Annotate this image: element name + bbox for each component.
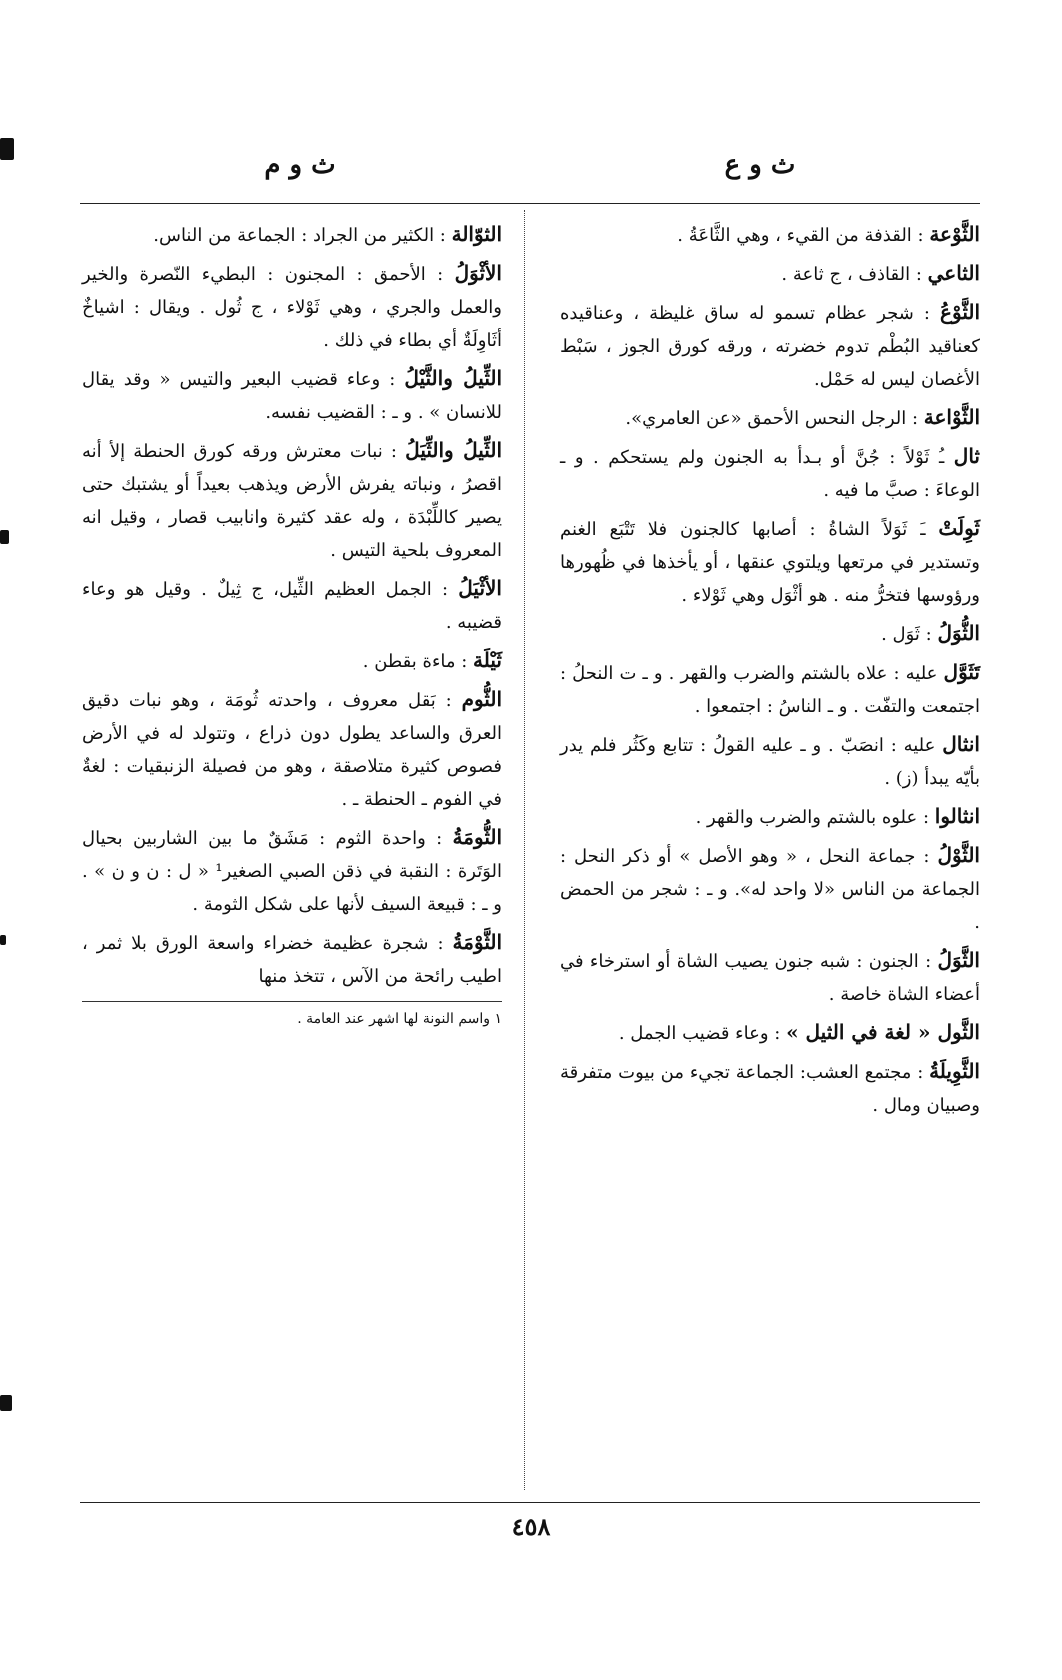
scan-edge-mark: [0, 530, 9, 544]
entry-definition: : الأحمق : المجنون : البطيء النّصرة والخير والعمل والجري ، وهي ثَوْلاء ، ج ثُول . ويقال : اشياخٌ أثَاوِلَةٌ أي بطاء في ذلك .: [82, 264, 502, 351]
entry-term: الثَّوْعة: [929, 222, 980, 246]
entry-definition: : ماءة بقطن .: [362, 651, 474, 672]
header-rule: [80, 203, 980, 204]
entry-definition: : الكثير من الجراد : الجماعة من الناس.: [153, 225, 452, 246]
entry-term: الثَّوِيلَةُ: [929, 1059, 980, 1083]
entry-definition: : الجنون : شبه جنون يصيب الشاة أو استرخاء في أعضاء الشاة خاصة .: [560, 951, 980, 1005]
entry-term: الأثْوَلُ: [454, 261, 502, 285]
dictionary-entry: [82, 434, 502, 567]
entry-definition: : شجرة عظيمة خضراء واسعة الورق بلا ثمر ، اطيب رائحة من الآس ، تتخذ منها: [82, 933, 502, 987]
dictionary-entry: [82, 683, 502, 816]
entry-definition: : وعاء قضيب الجمل .: [618, 1023, 787, 1044]
column-divider: [524, 210, 525, 1490]
left-headword: ث و م: [264, 150, 336, 180]
dictionary-entry: [82, 821, 502, 921]
dictionary-entry: [82, 362, 502, 429]
entry-term: الثَّول « لغة في الثيل »: [786, 1020, 980, 1044]
entry-definition: : الرجل النحس الأحمق «عن العامري».: [625, 408, 924, 429]
right-headword: ث و ع: [724, 150, 796, 180]
dictionary-entry: [560, 800, 980, 834]
dictionary-entry: [560, 401, 980, 435]
entry-definition: : نبات معترش ورقه كورق الحنطة إلأ أنه اقصرُ ، ونباته يفرش الأرض ويذهب بعيداً أو يشتبك حتى يصير كاللِّبْدَة ، وله عقد كثيرة وانابيب قصار ، وقيل انه المعروف بلحية التيس .: [82, 441, 502, 561]
entry-definition: عليه : علاه بالشتم والضرب والقهر . و ـ ت النحلُ : اجتمعت والتفّت . و ـ الناسُ : اجتمعوا .: [560, 663, 980, 717]
entry-term: الأثْيَلُ: [458, 576, 502, 600]
entry-definition: : القذفة من القيء ، وهي الثَّاعَةُ .: [677, 225, 930, 246]
entry-term: الثَّوَلُ: [937, 948, 980, 972]
entry-term: الثُّوم: [461, 687, 502, 711]
dictionary-entry: [82, 644, 502, 678]
entry-definition: ـَ ثَوَلاً الشاةُ : أصابها كالجنون فلا تَتْبَع الغنم وتستدير في مرتعها ويلتوي عنقها ، أو يأخذها في ظُهورها ورؤوسها فتخرُّ منه . هو أثْوَل وهي ثَوْلاء .: [560, 519, 980, 606]
entry-definition: ـُ ثَوْلاً : جُنَّ أو بـدأ به الجنون ولم يستحكم . و ـ الوعاءَ : صبَّ ما فيه .: [560, 447, 980, 501]
entry-definition: : شجر عظام تسمو له ساق غليظة ، وعناقيده كعناقيد البُطْم تدوم خضرته ، ورقه كورق الجوز ، سَبْط الأغصان ليس له حَمْل.: [560, 303, 980, 390]
entry-definition: : علوه بالشتم والضرب والقهر .: [695, 807, 935, 828]
scan-edge-mark: [0, 138, 14, 160]
entry-definition: : الجمل العظيم الثِّيل، ج ثِيلٌ . وقيل هو وعاء قضيبه .: [82, 579, 502, 633]
entry-term: الثاعي: [927, 261, 980, 285]
dictionary-entry: [560, 656, 980, 723]
scan-edge-mark: [0, 1395, 12, 1411]
entry-definition: : بَقل معروف ، واحدته ثُومَة ، وهو نبات دقيق العرق والساعد يطول دون ذراع ، وتتولد له في الأرض فصوص كثيرة متلاصقة ، وهو من فصيلة الزنبقيات : لغةٌ في الفوم ـ الحنطة ـ .: [82, 690, 502, 810]
dictionary-entry: [560, 440, 980, 507]
dictionary-entry: [560, 617, 980, 651]
running-headwords: [80, 150, 980, 190]
entry-term: الثُّومَةُ: [452, 825, 502, 849]
entry-definition: : ثَوَل .: [881, 624, 938, 645]
dictionary-entry: [560, 512, 980, 612]
footnote-rule: [82, 1001, 502, 1002]
entry-term: الثَّوْاعة: [923, 405, 980, 429]
entry-definition: : جماعة النحل ، « وهو الأصل » أو ذكر النحل : الجماعة من الناس «لا واحد له». و ـ : شجر من الحمض .: [560, 846, 980, 933]
entry-definition: عليه : انصَبّ . و ـ عليه القولُ : تتابع وكَثُر فلم يدر بأيّه يبدأ (ز) .: [560, 735, 980, 789]
dictionary-entry: [560, 839, 980, 939]
entry-term: ثَيْلَة: [473, 648, 502, 672]
entry-term: ثَوِلَتْ: [938, 516, 980, 540]
entry-term: الثَّوْمَةُ: [452, 930, 502, 954]
entry-term: انثالوا: [934, 804, 980, 828]
dictionary-entry: [82, 926, 502, 993]
dictionary-entry: [560, 296, 980, 396]
footer-rule: [80, 1502, 980, 1503]
entry-term: الثِّيلُ والثَّيْلُ: [404, 366, 502, 390]
entry-definition: : واحدة الثوم : مَشَقٌ ما بين الشاربين بحيال الوَتَرة : النقبة في ذقن الصبي الصغير¹ « ل : ن و ن » . و ـ : قبيعة السيف لأنها على شكل الثومة .: [82, 828, 502, 915]
page-number: ٤٥٨: [511, 1512, 551, 1541]
scan-edge-mark: [0, 935, 6, 945]
dictionary-entry: [560, 257, 980, 291]
right-column: [560, 218, 980, 1127]
dictionary-entry: [82, 218, 502, 252]
entry-term: انثال: [942, 732, 980, 756]
dictionary-entry: [82, 257, 502, 357]
dictionary-entry: [560, 218, 980, 252]
dictionary-entry: [560, 944, 980, 1011]
left-column: [82, 218, 502, 1030]
entry-term: الثَّوْلُ: [937, 843, 980, 867]
footnote: ١ واسم النونة لها اشهر عند العامة .: [297, 1011, 502, 1027]
entry-term: الثوّالة: [451, 222, 502, 246]
entry-term: تَثَوَّل: [943, 660, 980, 684]
entry-term: ثال: [953, 444, 980, 468]
entry-term: الثِّيلُ والثِّيَلُ: [405, 438, 502, 462]
entry-term: الثُّوَلُ: [937, 621, 980, 645]
entry-definition: : القاذف ، ج ثاعة .: [781, 264, 928, 285]
dictionary-entry: [560, 1055, 980, 1122]
entry-definition: : وعاء قضيب البعير والتيس « وقد يقال للانسان » . و ـ : القضيب نفسه.: [82, 369, 502, 423]
entry-definition: : مجتمع العشب: الجماعة تجيء من بيوت متفرقة وصبيان ومال .: [560, 1062, 980, 1116]
dictionary-entry: [560, 1016, 980, 1050]
entry-term: الثَّوْعُ: [940, 300, 980, 324]
dictionary-entry: [560, 728, 980, 795]
dictionary-entry: [82, 572, 502, 639]
